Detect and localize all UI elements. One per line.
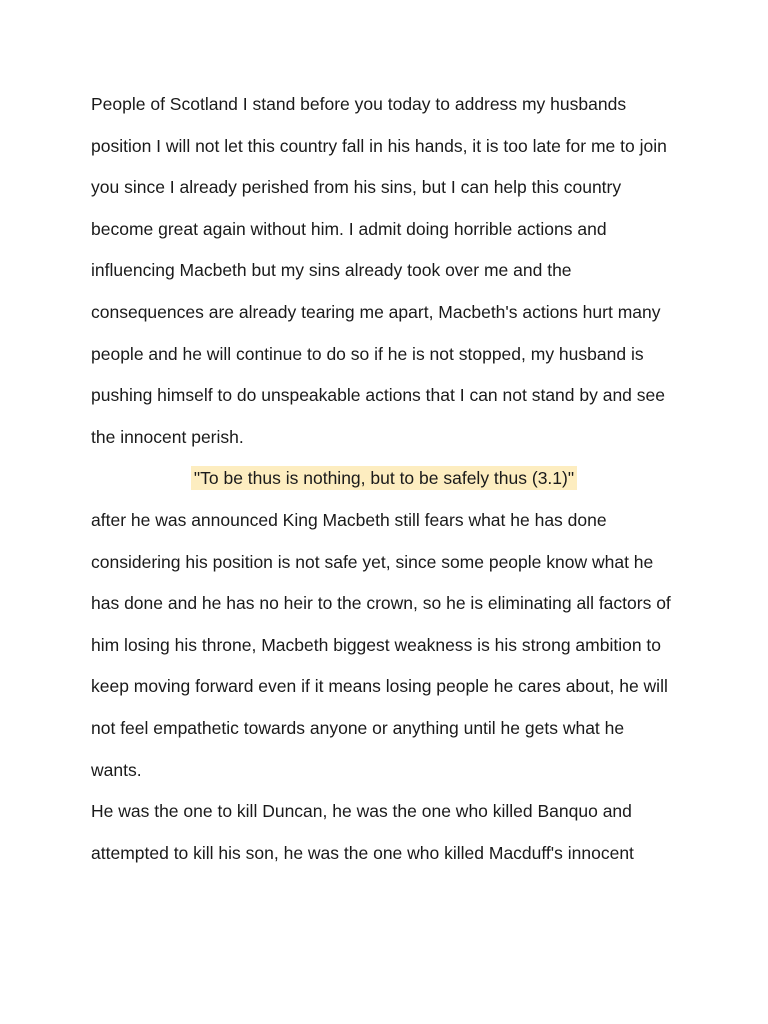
paragraph-1-line: consequences are already tearing me apart, Macbeth's actions hurt many bbox=[91, 301, 661, 322]
paragraph-3-line: attempted to kill his son, he was the one who killed Macduff's innocent bbox=[91, 842, 634, 863]
paragraph-1-line: People of Scotland I stand before you today to address my husbands bbox=[91, 94, 627, 114]
paragraph-2-line: has done and he has no heir to the crown, so he is eliminating all factors of bbox=[91, 593, 671, 614]
document-body bbox=[91, 86, 691, 876]
paragraph-1-line: the innocent perish. bbox=[91, 426, 244, 447]
paragraph-1-line: become great again without him. I admit doing horrible actions and bbox=[91, 218, 607, 239]
paragraph-1-line: you since I already perished from his sins, but I can help this country bbox=[91, 177, 622, 198]
paragraph-1-line: position I will not let this country fall in his hands, it is too late for me to join bbox=[91, 135, 667, 156]
paragraph-1-line: pushing himself to do unspeakable actions that I can not stand by and see bbox=[91, 385, 665, 406]
paragraph-2-line: him losing his throne, Macbeth biggest weakness is his strong ambition to bbox=[91, 634, 662, 655]
paragraph-2-line: not feel empathetic towards anyone or anything until he gets what he bbox=[91, 717, 625, 738]
paragraph-1-line: influencing Macbeth but my sins already took over me and the bbox=[91, 260, 572, 281]
paragraph-3-line: He was the one to kill Duncan, he was the one who killed Banquo and bbox=[91, 801, 632, 822]
paragraph-2-line: after he was announced King Macbeth still fears what he has done bbox=[91, 509, 607, 530]
paragraph-1-line: people and he will continue to do so if he is not stopped, my husband is bbox=[91, 343, 644, 364]
paragraph-2-line: wants. bbox=[91, 759, 142, 780]
highlighted-quote: "To be thus is nothing, but to be safely thus (3.1)" bbox=[191, 466, 577, 490]
paragraph-2-line: considering his position is not safe yet, since some people know what he bbox=[91, 551, 654, 572]
paragraph-2-line: keep moving forward even if it means losing people he cares about, he will bbox=[91, 676, 668, 697]
quote-line bbox=[91, 460, 677, 502]
